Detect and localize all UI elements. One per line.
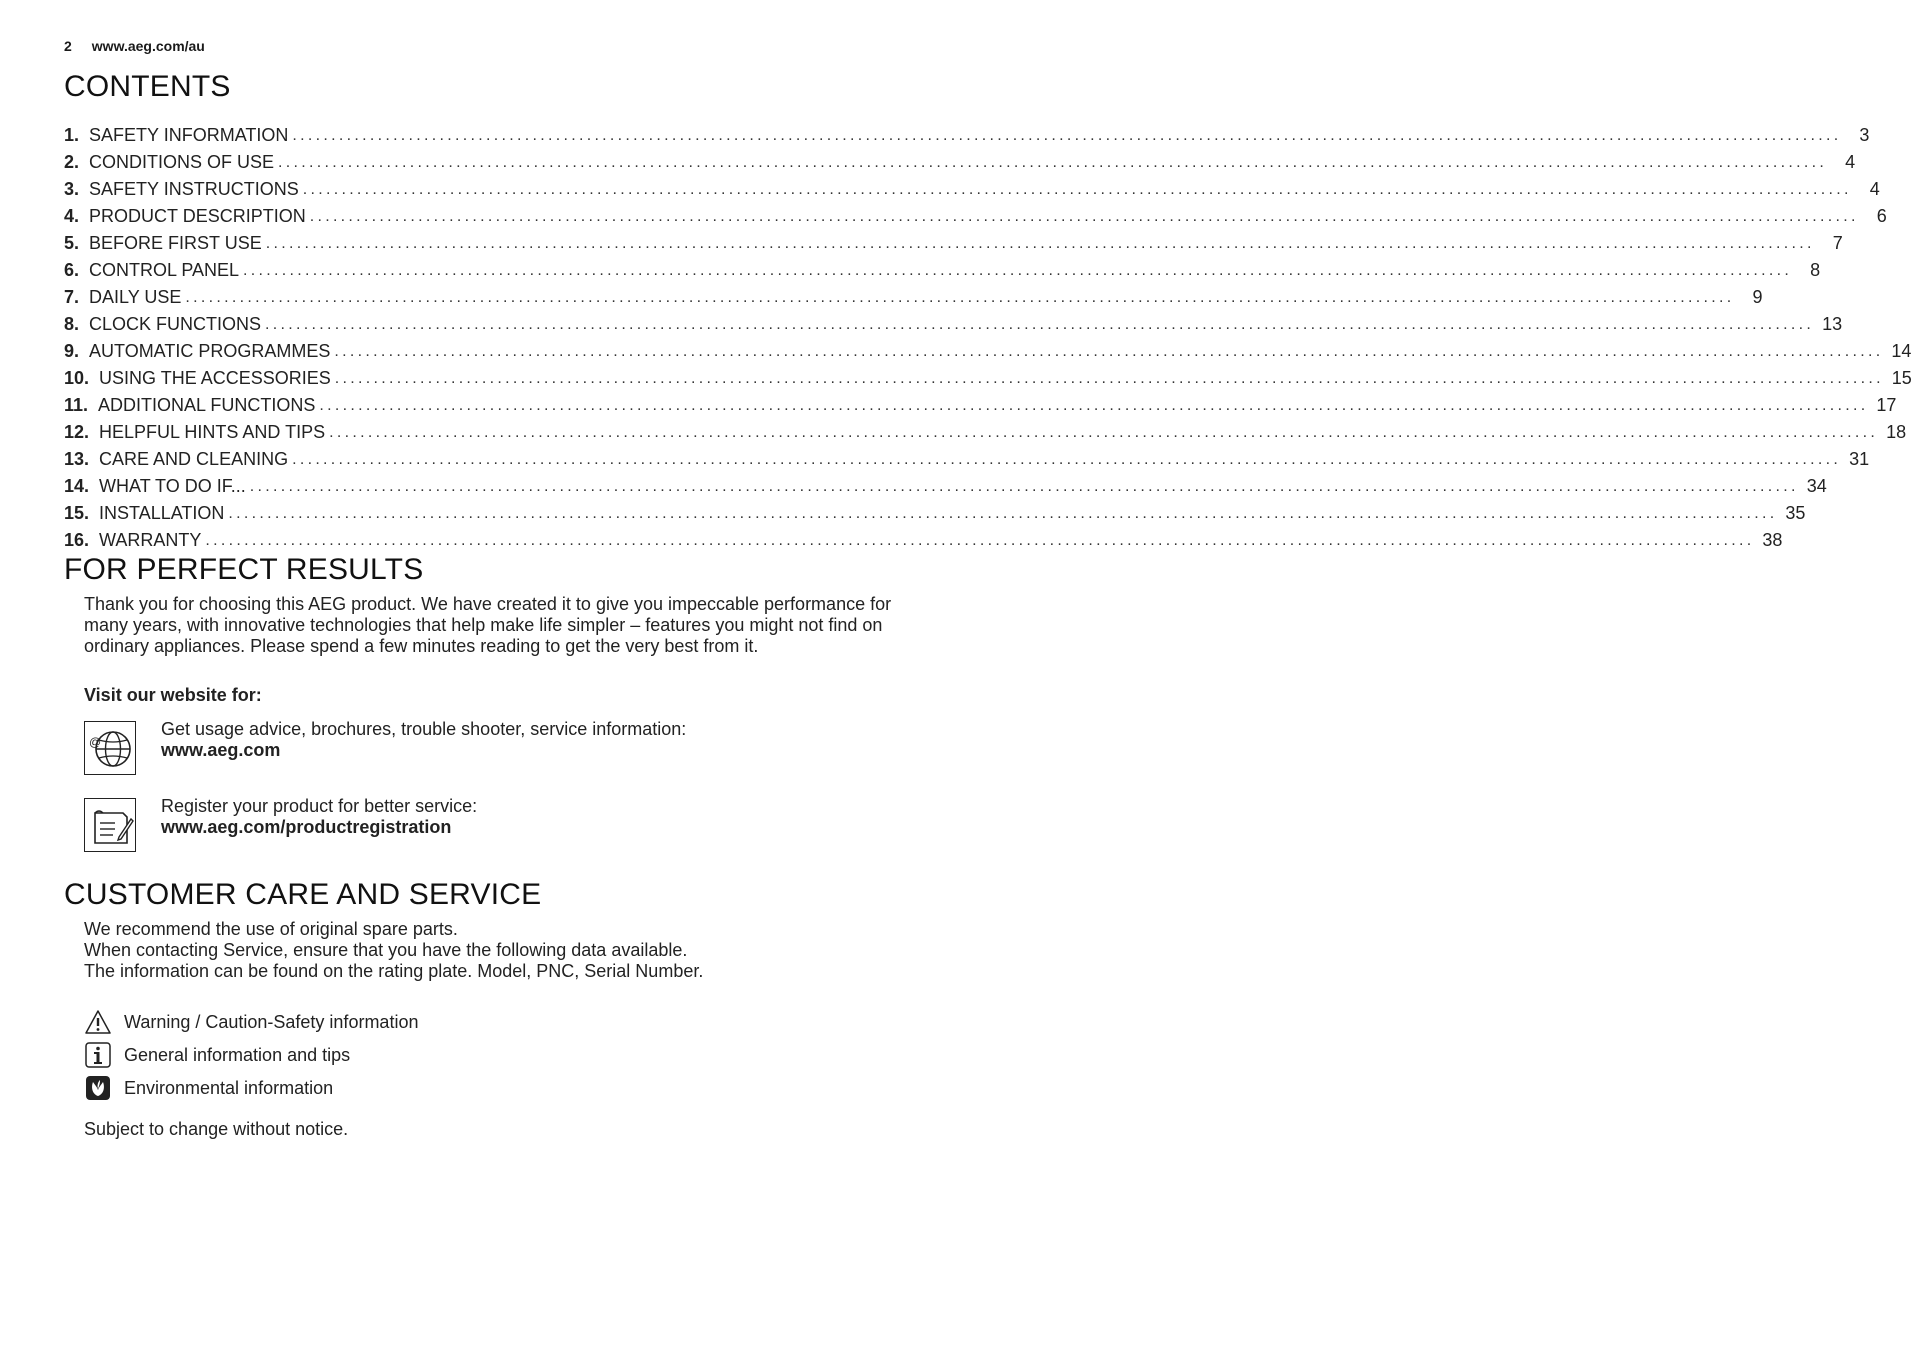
toc-dot-leader: ........................................................................................................................................................................................................ (243, 261, 1793, 279)
toc-entry-title: CARE AND CLEANING (99, 449, 289, 469)
toc-entry[interactable] (64, 392, 1897, 419)
toc-entry-number: 15. (64, 503, 90, 523)
toc-entry-page: 3 (1859, 125, 1870, 145)
legend-info (84, 1041, 350, 1069)
web-info-text: Get usage advice, brochures, trouble shooter, service information: (161, 719, 687, 739)
toc-entry[interactable] (64, 446, 1870, 473)
toc-entry-number: 9. (64, 341, 80, 361)
toc-entry[interactable] (64, 473, 1827, 500)
legend-environment (84, 1074, 333, 1102)
customer-care-text (84, 919, 896, 982)
change-notice: Subject to change without notice. (84, 1119, 349, 1139)
toc-entry-page: 38 (1762, 530, 1783, 550)
aeg-website-link[interactable]: www.aeg.com (161, 740, 281, 760)
toc-entry-page: 9 (1752, 287, 1763, 307)
toc-entry-page: 31 (1849, 449, 1870, 469)
legend-label: Warning / Caution-Safety information (124, 1011, 419, 1032)
toc-entry-title: INSTALLATION (99, 503, 225, 523)
toc-entry-title: PRODUCT DESCRIPTION (89, 206, 306, 226)
legend-warning (84, 1008, 418, 1036)
care-line: When contacting Service, ensure that you have the following data available. (84, 940, 688, 960)
toc-entry-number: 5. (64, 233, 80, 253)
toc-entry-number: 13. (64, 449, 90, 469)
toc-entry-number: 10. (64, 368, 90, 388)
toc-entry[interactable] (64, 311, 1843, 338)
toc-dot-leader: ........................................................................................................................................................................................................ (228, 504, 1778, 522)
care-line: We recommend the use of original spare parts. (84, 919, 458, 939)
toc-entry-page: 17 (1876, 395, 1897, 415)
toc-entry[interactable] (64, 203, 1887, 230)
toc-entry-title: USING THE ACCESSORIES (99, 368, 331, 388)
toc-entry-number: 3. (64, 179, 80, 199)
table-of-contents (64, 122, 1912, 554)
toc-entry-number: 16. (64, 530, 90, 550)
toc-entry[interactable] (64, 230, 1843, 257)
toc-entry[interactable] (64, 149, 1856, 176)
toc-entry-page: 4 (1869, 179, 1880, 199)
toc-dot-leader: ........................................................................................................................................................................................................ (329, 423, 1879, 441)
toc-entry[interactable] (64, 284, 1763, 311)
toc-entry-page: 7 (1832, 233, 1843, 253)
toc-entry-title: ADDITIONAL FUNCTIONS (98, 395, 316, 415)
toc-dot-leader: ........................................................................................................................................................................................................ (249, 477, 1799, 495)
contents-heading: CONTENTS (64, 70, 231, 103)
toc-entry-page: 13 (1822, 314, 1843, 334)
toc-entry-title: HELPFUL HINTS AND TIPS (99, 422, 326, 442)
toc-entry-number: 2. (64, 152, 80, 172)
toc-entry[interactable] (64, 338, 1912, 365)
product-registration-link[interactable]: www.aeg.com/productregistration (161, 817, 452, 837)
legend-label: Environmental information (124, 1077, 334, 1098)
toc-entry-title: SAFETY INSTRUCTIONS (89, 179, 299, 199)
toc-entry-page: 18 (1886, 422, 1907, 442)
toc-entry-number: 8. (64, 314, 80, 334)
toc-entry[interactable] (64, 500, 1806, 527)
toc-entry[interactable] (64, 527, 1783, 554)
toc-entry-page: 15 (1891, 368, 1912, 388)
globe-at-icon (84, 721, 136, 775)
toc-entry[interactable] (64, 365, 1912, 392)
toc-dot-leader: ........................................................................................................................................................................................................ (265, 315, 1815, 333)
toc-entry-title: CONTROL PANEL (89, 260, 240, 280)
toc-entry-number: 11. (64, 395, 89, 415)
toc-entry-title: BEFORE FIRST USE (89, 233, 262, 253)
toc-entry-page: 4 (1845, 152, 1856, 172)
toc-entry-number: 14. (64, 476, 90, 496)
header-url[interactable]: www.aeg.com/au (91, 38, 205, 54)
toc-dot-leader: ........................................................................................................................................................................................................ (205, 531, 1755, 549)
svg-text:@: @ (89, 735, 102, 749)
customer-care-heading: CUSTOMER CARE AND SERVICE (64, 878, 542, 911)
perfect-results-heading: FOR PERFECT RESULTS (64, 553, 424, 586)
toc-dot-leader: ........................................................................................................................................................................................................ (319, 396, 1869, 414)
toc-entry-page: 14 (1891, 341, 1912, 361)
toc-entry[interactable] (64, 176, 1880, 203)
toc-dot-leader: ........................................................................................................................................................................................................ (292, 126, 1842, 144)
warning-triangle-icon (84, 1009, 112, 1035)
toc-dot-leader: ........................................................................................................................................................................................................ (278, 153, 1828, 171)
toc-dot-leader: ........................................................................................................................................................................................................ (185, 288, 1735, 306)
page-number: 2 (64, 38, 72, 54)
toc-entry-page: 6 (1876, 206, 1887, 226)
toc-entry-number: 7. (64, 287, 80, 307)
legend-label: General information and tips (124, 1044, 351, 1065)
register-info (161, 796, 477, 838)
toc-entry[interactable] (64, 257, 1821, 284)
toc-entry-number: 6. (64, 260, 80, 280)
toc-dot-leader: ........................................................................................................................................................................................................ (302, 180, 1852, 198)
visit-website-label: Visit our website for: (84, 685, 262, 705)
toc-entry-title: SAFETY INFORMATION (89, 125, 289, 145)
toc-entry-title: WHAT TO DO IF... (99, 476, 246, 496)
page-header (64, 38, 205, 54)
toc-dot-leader: ........................................................................................................................................................................................................ (292, 450, 1842, 468)
toc-dot-leader: ........................................................................................................................................................................................................ (334, 342, 1884, 360)
toc-dot-leader: ........................................................................................................................................................................................................ (265, 234, 1815, 252)
toc-entry-number: 12. (64, 422, 90, 442)
toc-entry-page: 8 (1810, 260, 1821, 280)
toc-entry-page: 34 (1806, 476, 1827, 496)
toc-entry-number: 1. (64, 125, 80, 145)
register-info-text: Register your product for better service: (161, 796, 478, 816)
care-line: The information can be found on the rating plate. Model, PNC, Serial Number. (84, 961, 704, 981)
toc-entry[interactable] (64, 122, 1870, 149)
toc-entry[interactable] (64, 419, 1907, 446)
toc-entry-title: CLOCK FUNCTIONS (89, 314, 262, 334)
toc-entry-title: WARRANTY (99, 530, 202, 550)
toc-entry-number: 4. (64, 206, 80, 226)
web-info (161, 719, 686, 761)
toc-entry-title: DAILY USE (89, 287, 182, 307)
toc-entry-title: CONDITIONS OF USE (89, 152, 275, 172)
intro-paragraph: Thank you for choosing this AEG product. We have created it to give you impeccable performance for many years, with innovative technologies that help make life simpler – features you might not find on ordinary appliances. Please spend a few minutes reading to get the very best from it. (84, 594, 892, 656)
environment-icon (84, 1075, 112, 1101)
toc-entry-title: AUTOMATIC PROGRAMMES (89, 341, 331, 361)
registration-form-icon (84, 798, 136, 852)
toc-entry-page: 35 (1785, 503, 1806, 523)
info-icon (84, 1042, 112, 1068)
toc-dot-leader: ........................................................................................................................................................................................................ (334, 369, 1884, 387)
toc-dot-leader: ........................................................................................................................................................................................................ (309, 207, 1859, 225)
